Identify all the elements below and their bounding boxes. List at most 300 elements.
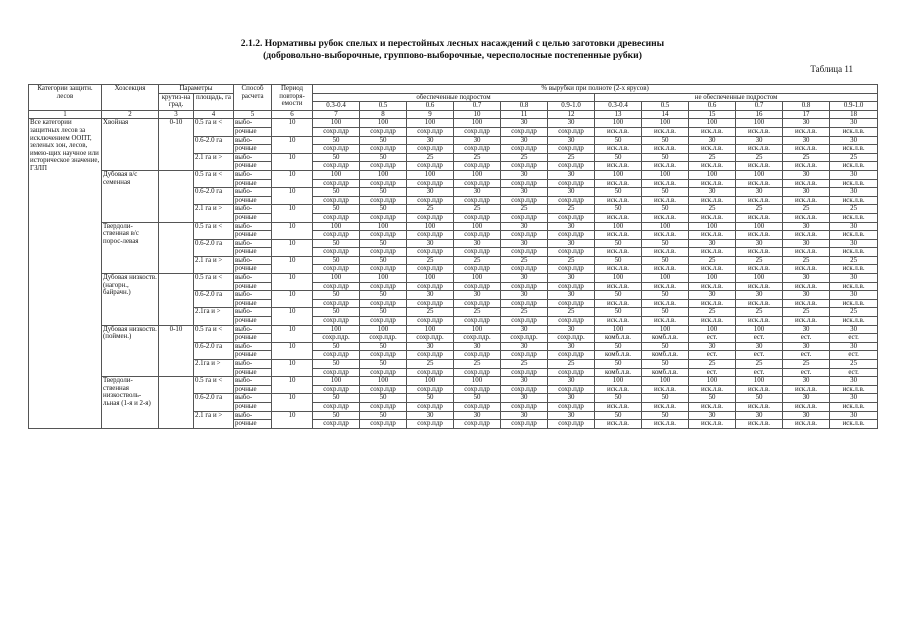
regeneration-cell: иск.л.в. (595, 420, 642, 429)
method-cell-2: рочные (234, 231, 272, 240)
value-cell: 25 (407, 256, 454, 265)
regeneration-cell: иск.л.в. (783, 420, 830, 429)
regeneration-cell: сохр.пдр (454, 420, 501, 429)
slope-cell (159, 377, 194, 429)
value-cell: 25 (407, 360, 454, 369)
regeneration-cell: иск.л.в. (783, 265, 830, 274)
value-cell: 50 (313, 360, 360, 369)
regeneration-cell: иск.л.в. (783, 162, 830, 171)
value-cell: 100 (313, 377, 360, 386)
area-cell: 2.1 га и > (194, 153, 234, 170)
area-cell: 0.5 га и < (194, 377, 234, 394)
area-cell: 0.6-2.0 га (194, 188, 234, 205)
regeneration-cell: сохр.пдр. (454, 334, 501, 343)
value-cell: 50 (407, 394, 454, 403)
value-cell: 25 (548, 308, 595, 317)
value-cell: 100 (642, 119, 689, 128)
header-params: Параметры (159, 85, 234, 94)
regeneration-cell: сохр.пдр (407, 317, 454, 326)
farm-section-cell: Дубовая низкоств. (поймен.) (102, 325, 159, 377)
value-cell: 100 (595, 377, 642, 386)
value-cell: 100 (407, 274, 454, 283)
method-cell-2: рочные (234, 179, 272, 188)
regeneration-cell: ест. (783, 351, 830, 360)
regeneration-cell: сохр.пдр (360, 420, 407, 429)
regeneration-cell: сохр.пдр (501, 162, 548, 171)
regeneration-cell: иск.л.в. (830, 179, 878, 188)
regeneration-cell: сохр.пдр (313, 213, 360, 222)
regeneration-cell: сохр.пдр (313, 248, 360, 257)
regeneration-cell: иск.л.в. (830, 420, 878, 429)
regeneration-cell: иск.л.в. (736, 299, 783, 308)
regeneration-cell: иск.л.в. (736, 162, 783, 171)
value-cell: 100 (313, 274, 360, 283)
density-header: 0.7 (736, 102, 783, 111)
regeneration-cell: сохр.пдр (313, 179, 360, 188)
farm-section-cell: Дубовая в/с семенная (102, 170, 159, 222)
value-cell: 30 (548, 170, 595, 179)
regeneration-cell: сохр.пдр (548, 351, 595, 360)
table-row (29, 170, 878, 179)
regeneration-cell: иск.л.в. (830, 162, 878, 171)
value-cell: 100 (313, 170, 360, 179)
value-cell: 25 (783, 308, 830, 317)
period-cell: 10 (272, 136, 313, 153)
regeneration-cell: сохр.пдр (407, 265, 454, 274)
regeneration-cell: сохр.пдр (313, 317, 360, 326)
value-cell: 100 (360, 325, 407, 334)
period-cell: 10 (272, 274, 313, 291)
regeneration-cell: иск.л.в. (595, 248, 642, 257)
value-cell: 100 (360, 222, 407, 231)
value-cell: 30 (548, 342, 595, 351)
value-cell: 30 (736, 342, 783, 351)
column-number: 16 (736, 110, 783, 119)
regeneration-cell: иск.л.в. (642, 317, 689, 326)
period-cell: 10 (272, 394, 313, 411)
farm-section-cell: Хвойная (102, 119, 159, 171)
column-number: 17 (783, 110, 830, 119)
value-cell: 30 (548, 119, 595, 128)
value-cell: 30 (689, 291, 736, 300)
method-cell-2: рочные (234, 385, 272, 394)
column-number: 11 (501, 110, 548, 119)
value-cell: 50 (360, 308, 407, 317)
value-cell: 25 (454, 256, 501, 265)
value-cell: 25 (830, 308, 878, 317)
value-cell: 25 (689, 308, 736, 317)
area-cell: 2.1 га и > (194, 411, 234, 428)
regeneration-cell: сохр.пдр (360, 145, 407, 154)
value-cell: 50 (313, 239, 360, 248)
regeneration-cell: сохр.пдр (548, 127, 595, 136)
value-cell: 30 (548, 188, 595, 197)
regeneration-cell: иск.л.в. (642, 265, 689, 274)
regeneration-cell: сохр.пдр (548, 385, 595, 394)
value-cell: 50 (642, 256, 689, 265)
regeneration-cell: сохр.пдр (548, 299, 595, 308)
value-cell: 30 (501, 342, 548, 351)
period-cell: 10 (272, 188, 313, 205)
area-cell: 0.5 га и < (194, 222, 234, 239)
norms-table (28, 84, 878, 429)
value-cell: 30 (548, 377, 595, 386)
value-cell: 25 (783, 153, 830, 162)
value-cell: 30 (783, 377, 830, 386)
density-header: 0.3-0.4 (595, 102, 642, 111)
value-cell: 100 (689, 119, 736, 128)
regeneration-cell: сохр.пдр (501, 127, 548, 136)
value-cell: 100 (736, 274, 783, 283)
value-cell: 50 (360, 188, 407, 197)
regeneration-cell: сохр.пдр (407, 351, 454, 360)
regeneration-cell: иск.л.в. (830, 402, 878, 411)
regeneration-cell: сохр.пдр. (407, 334, 454, 343)
regeneration-cell: сохр.пдр (454, 248, 501, 257)
value-cell: 30 (548, 136, 595, 145)
regeneration-cell: ест. (736, 368, 783, 377)
regeneration-cell: иск.л.в. (783, 127, 830, 136)
method-cell: выбо- (234, 411, 272, 420)
value-cell: 50 (642, 342, 689, 351)
regeneration-cell: иск.л.в. (642, 231, 689, 240)
header-not-provided: не обеспеченные подростом (595, 93, 878, 102)
regeneration-cell: иск.л.в. (689, 179, 736, 188)
regeneration-cell: сохр.пдр (360, 351, 407, 360)
value-cell: 50 (454, 394, 501, 403)
column-number: 10 (454, 110, 501, 119)
regeneration-cell: иск.л.в. (736, 196, 783, 205)
value-cell: 30 (501, 170, 548, 179)
farm-section-cell: Твердоли-ственная в/с порос-левая (102, 222, 159, 274)
value-cell: 30 (501, 377, 548, 386)
regeneration-cell: иск.л.в. (830, 213, 878, 222)
regeneration-cell: иск.л.в. (642, 248, 689, 257)
value-cell: 30 (830, 377, 878, 386)
value-cell: 30 (783, 342, 830, 351)
value-cell: 100 (689, 325, 736, 334)
regeneration-cell: иск.л.в. (595, 299, 642, 308)
value-cell: 30 (407, 239, 454, 248)
regeneration-cell: иск.л.в. (689, 265, 736, 274)
period-cell: 10 (272, 291, 313, 308)
regeneration-cell: сохр.пдр (360, 213, 407, 222)
regeneration-cell: комб.л.в. (642, 334, 689, 343)
value-cell: 50 (595, 239, 642, 248)
regeneration-cell: комб.л.в. (595, 334, 642, 343)
value-cell: 50 (595, 342, 642, 351)
value-cell: 50 (360, 411, 407, 420)
regeneration-cell: иск.л.в. (830, 282, 878, 291)
value-cell: 100 (360, 274, 407, 283)
value-cell: 25 (548, 153, 595, 162)
regeneration-cell: иск.л.в. (642, 145, 689, 154)
method-cell-2: рочные (234, 248, 272, 257)
regeneration-cell: сохр.пдр (313, 231, 360, 240)
value-cell: 25 (548, 205, 595, 214)
regeneration-cell: сохр.пдр (548, 213, 595, 222)
value-cell: 50 (360, 342, 407, 351)
value-cell: 25 (783, 205, 830, 214)
value-cell: 25 (830, 360, 878, 369)
value-cell: 100 (313, 325, 360, 334)
regeneration-cell: иск.л.в. (736, 402, 783, 411)
value-cell: 50 (313, 342, 360, 351)
header-provided: обеспеченные подростом (313, 93, 595, 102)
value-cell: 100 (595, 325, 642, 334)
value-cell: 30 (830, 411, 878, 420)
value-cell: 100 (360, 119, 407, 128)
value-cell: 100 (595, 274, 642, 283)
regeneration-cell: иск.л.в. (689, 299, 736, 308)
value-cell: 50 (595, 411, 642, 420)
value-cell: 30 (501, 222, 548, 231)
method-cell: выбо- (234, 342, 272, 351)
regeneration-cell: сохр.пдр (454, 402, 501, 411)
value-cell: 25 (548, 360, 595, 369)
value-cell: 100 (407, 119, 454, 128)
method-cell: выбо- (234, 274, 272, 283)
value-cell: 30 (830, 274, 878, 283)
value-cell: 30 (501, 119, 548, 128)
regeneration-cell: сохр.пдр (548, 145, 595, 154)
regeneration-cell: сохр.пдр (360, 196, 407, 205)
value-cell: 30 (548, 394, 595, 403)
header-method: Способ расчета (234, 85, 272, 111)
value-cell: 25 (501, 153, 548, 162)
regeneration-cell: иск.л.в. (689, 402, 736, 411)
regeneration-cell: иск.л.в. (736, 420, 783, 429)
column-number: 13 (595, 110, 642, 119)
density-header: 0.6 (689, 102, 736, 111)
method-cell: выбо- (234, 239, 272, 248)
value-cell: 30 (501, 136, 548, 145)
regeneration-cell: сохр.пдр (407, 213, 454, 222)
regeneration-cell: сохр.пдр (501, 248, 548, 257)
value-cell: 30 (736, 411, 783, 420)
regeneration-cell: сохр.пдр (454, 368, 501, 377)
regeneration-cell: сохр.пдр (313, 265, 360, 274)
area-cell: 2.1 га и > (194, 256, 234, 273)
value-cell: 30 (548, 222, 595, 231)
regeneration-cell: сохр.пдр (501, 351, 548, 360)
area-cell: 0.6-2.0 га (194, 136, 234, 153)
method-cell-2: рочные (234, 196, 272, 205)
regeneration-cell: иск.л.в. (595, 196, 642, 205)
regeneration-cell: ест. (736, 351, 783, 360)
column-number: 8 (360, 110, 407, 119)
value-cell: 25 (454, 360, 501, 369)
value-cell: 25 (736, 360, 783, 369)
value-cell: 25 (736, 205, 783, 214)
regeneration-cell: иск.л.в. (595, 231, 642, 240)
regeneration-cell: сохр.пдр (501, 299, 548, 308)
value-cell: 100 (736, 325, 783, 334)
value-cell: 50 (595, 153, 642, 162)
value-cell: 30 (407, 136, 454, 145)
value-cell: 30 (407, 342, 454, 351)
document-title (0, 38, 905, 62)
value-cell: 50 (313, 411, 360, 420)
value-cell: 100 (313, 222, 360, 231)
value-cell: 30 (830, 136, 878, 145)
regeneration-cell: иск.л.в. (783, 282, 830, 291)
column-number: 4 (194, 110, 234, 119)
regeneration-cell: сохр.пдр (548, 317, 595, 326)
regeneration-cell: иск.л.в. (595, 385, 642, 394)
regeneration-cell: иск.л.в. (689, 282, 736, 291)
value-cell: 30 (548, 239, 595, 248)
value-cell: 25 (783, 360, 830, 369)
slope-cell: 0-10 (159, 325, 194, 377)
value-cell: 30 (689, 411, 736, 420)
regeneration-cell: ест. (689, 351, 736, 360)
regeneration-cell: иск.л.в. (689, 196, 736, 205)
regeneration-cell: сохр.пдр (313, 368, 360, 377)
regeneration-cell: сохр.пдр (360, 179, 407, 188)
regeneration-cell: сохр.пдр (501, 420, 548, 429)
method-cell-2: рочные (234, 265, 272, 274)
value-cell: 30 (783, 239, 830, 248)
area-cell: 2.1га и > (194, 360, 234, 377)
value-cell: 30 (454, 342, 501, 351)
period-cell: 10 (272, 119, 313, 136)
regeneration-cell: иск.л.в. (689, 420, 736, 429)
regeneration-cell: сохр.пдр (407, 179, 454, 188)
value-cell: 50 (595, 256, 642, 265)
regeneration-cell: сохр.пдр (501, 265, 548, 274)
value-cell: 30 (501, 188, 548, 197)
area-cell: 0.5 га и < (194, 119, 234, 136)
regeneration-cell: сохр.пдр (454, 299, 501, 308)
density-header: 0.7 (454, 102, 501, 111)
value-cell: 100 (360, 377, 407, 386)
regeneration-cell: сохр.пдр (407, 420, 454, 429)
regeneration-cell: иск.л.в. (783, 179, 830, 188)
value-cell: 50 (313, 394, 360, 403)
value-cell: 30 (736, 239, 783, 248)
regeneration-cell: сохр.пдр (454, 351, 501, 360)
value-cell: 50 (642, 136, 689, 145)
value-cell: 100 (407, 325, 454, 334)
column-number: 1 (29, 110, 102, 119)
value-cell: 30 (830, 119, 878, 128)
regeneration-cell: комб.л.в. (595, 351, 642, 360)
regeneration-cell: иск.л.в. (783, 145, 830, 154)
area-cell: 0.5 га и < (194, 170, 234, 187)
table-row (29, 274, 878, 283)
period-cell: 10 (272, 256, 313, 273)
method-cell: выбо- (234, 205, 272, 214)
regeneration-cell: иск.л.в. (642, 196, 689, 205)
column-number: 2 (102, 110, 159, 119)
regeneration-cell: сохр.пдр (407, 248, 454, 257)
regeneration-cell: иск.л.в. (830, 317, 878, 326)
regeneration-cell: сохр.пдр (407, 231, 454, 240)
area-cell: 0.6-2.0 га (194, 342, 234, 359)
value-cell: 30 (830, 188, 878, 197)
regeneration-cell: иск.л.в. (783, 248, 830, 257)
regeneration-cell: сохр.пдр (407, 127, 454, 136)
value-cell: 50 (642, 394, 689, 403)
value-cell: 30 (830, 222, 878, 231)
value-cell: 50 (360, 394, 407, 403)
period-cell: 10 (272, 360, 313, 377)
value-cell: 30 (689, 136, 736, 145)
category-cell: Все категории защитных лесов за исключением ООПТ, зеленых зон, лесов, имею-щих научное или историческое значение, ГЗЛП (29, 119, 102, 428)
area-cell: 0.6-2.0 га (194, 394, 234, 411)
value-cell: 50 (595, 188, 642, 197)
column-number: 9 (407, 110, 454, 119)
density-header: 0.9-1.0 (830, 102, 878, 111)
period-cell: 10 (272, 239, 313, 256)
value-cell: 30 (454, 188, 501, 197)
regeneration-cell: иск.л.в. (689, 213, 736, 222)
value-cell: 50 (642, 153, 689, 162)
value-cell: 50 (313, 188, 360, 197)
value-cell: 25 (407, 153, 454, 162)
regeneration-cell: иск.л.в. (642, 162, 689, 171)
value-cell: 30 (407, 411, 454, 420)
regeneration-cell: сохр.пдр (501, 145, 548, 154)
period-cell: 10 (272, 222, 313, 239)
regeneration-cell: сохр.пдр (313, 402, 360, 411)
period-cell: 10 (272, 308, 313, 325)
value-cell: 50 (313, 308, 360, 317)
regeneration-cell: иск.л.в. (830, 231, 878, 240)
regeneration-cell: иск.л.в. (689, 385, 736, 394)
regeneration-cell: сохр.пдр (548, 420, 595, 429)
regeneration-cell: сохр.пдр (548, 231, 595, 240)
regeneration-cell: сохр.пдр (501, 402, 548, 411)
regeneration-cell: иск.л.в. (689, 317, 736, 326)
value-cell: 100 (313, 119, 360, 128)
value-cell: 100 (595, 222, 642, 231)
method-cell: выбо- (234, 119, 272, 128)
regeneration-cell: иск.л.в. (595, 402, 642, 411)
value-cell: 50 (595, 136, 642, 145)
header-farm: Хозсекция (102, 85, 159, 111)
period-cell: 10 (272, 325, 313, 342)
regeneration-cell: иск.л.в. (689, 145, 736, 154)
regeneration-cell: сохр.пдр (454, 127, 501, 136)
value-cell: 30 (454, 136, 501, 145)
period-cell: 10 (272, 342, 313, 359)
value-cell: 30 (830, 291, 878, 300)
regeneration-cell: иск.л.в. (595, 127, 642, 136)
value-cell: 50 (642, 360, 689, 369)
area-cell: 0.5 га и < (194, 274, 234, 291)
regeneration-cell: иск.л.в. (595, 282, 642, 291)
farm-section-cell: Дубовая низкоств. (нагорн., байрачн.) (102, 274, 159, 326)
slope-cell: 0-10 (159, 119, 194, 171)
value-cell: 100 (689, 170, 736, 179)
method-cell-2: рочные (234, 334, 272, 343)
regeneration-cell: сохр.пдр (454, 179, 501, 188)
regeneration-cell: комб.л.в. (642, 368, 689, 377)
method-cell: выбо- (234, 170, 272, 179)
value-cell: 100 (595, 170, 642, 179)
value-cell: 30 (830, 394, 878, 403)
value-cell: 25 (689, 153, 736, 162)
regeneration-cell: ест. (830, 351, 878, 360)
value-cell: 25 (736, 256, 783, 265)
regeneration-cell: ест. (830, 334, 878, 343)
value-cell: 30 (783, 222, 830, 231)
regeneration-cell: сохр.пдр (501, 213, 548, 222)
value-cell: 25 (689, 205, 736, 214)
header-category: Категории защитн. лесов (29, 85, 102, 111)
